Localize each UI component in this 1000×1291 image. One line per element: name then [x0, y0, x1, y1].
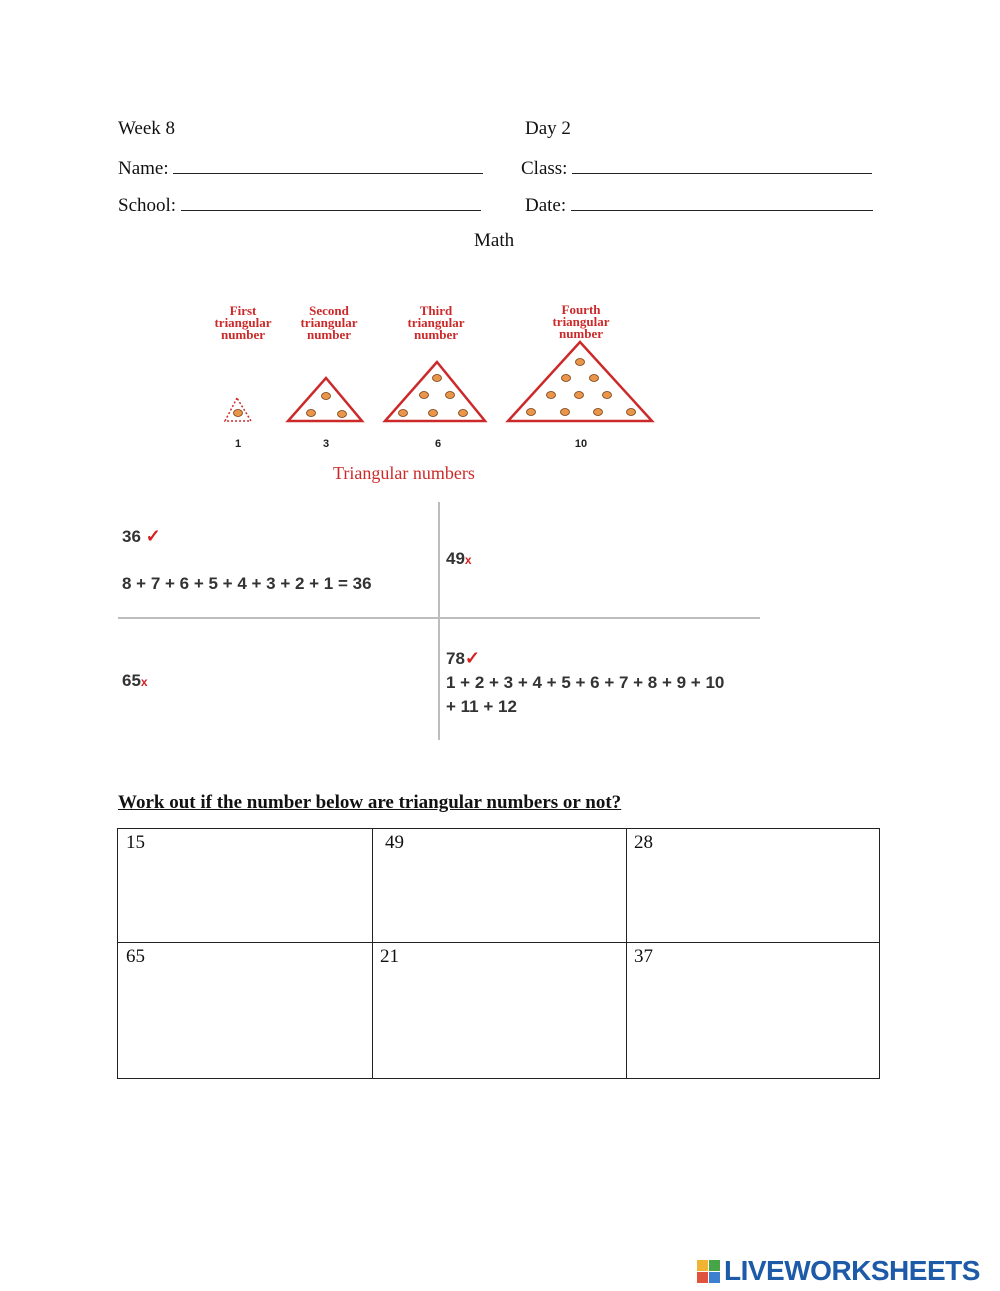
- answer-cell-37[interactable]: [626, 943, 879, 1078]
- example-78-number: 78: [446, 649, 465, 668]
- logo-mark-icon: [697, 1260, 720, 1283]
- cell-number: 21: [380, 946, 399, 967]
- date-field: [525, 192, 873, 217]
- name-label: Name:: [118, 158, 169, 179]
- day-label: Day 2: [525, 118, 571, 139]
- example-49-number: 49: [446, 549, 465, 568]
- class-blank[interactable]: [572, 155, 872, 174]
- triangle-1-value: 1: [234, 438, 242, 450]
- cross-icon: x: [464, 553, 472, 567]
- illustration-caption: Triangular numbers: [333, 463, 475, 483]
- triangle-2-value: 3: [322, 438, 330, 450]
- subject-title: Math: [474, 230, 515, 251]
- answer-grid: [117, 828, 880, 1079]
- school-field: [118, 192, 481, 217]
- cell-number: 28: [634, 832, 653, 853]
- triangle-1: [225, 398, 251, 421]
- check-icon: ✓: [145, 526, 161, 546]
- class-field: [521, 155, 872, 180]
- triangle-4: [508, 342, 652, 421]
- triangle-3: [385, 362, 485, 421]
- answer-cell-15[interactable]: [118, 829, 373, 943]
- answer-cell-21[interactable]: [372, 943, 627, 1078]
- example-36-number: 36: [122, 527, 141, 546]
- name-blank[interactable]: [173, 155, 483, 174]
- examples-horizontal-divider: [118, 617, 760, 619]
- week-label: Week 8: [118, 118, 176, 139]
- example-36: [122, 526, 161, 547]
- school-label: School:: [118, 195, 177, 216]
- example-65: [122, 671, 148, 691]
- examples-vertical-divider: [438, 502, 440, 740]
- triangles-figure: [200, 340, 670, 440]
- example-36-work: 8 + 7 + 6 + 5 + 4 + 3 + 2 + 1 = 36: [122, 574, 372, 593]
- class-label: Class:: [521, 158, 568, 179]
- triangle-4-value: 10: [574, 438, 588, 450]
- cell-number: 37: [634, 946, 653, 967]
- question-heading: Work out if the number below are triangular numbers or not?: [118, 792, 622, 813]
- school-blank[interactable]: [181, 192, 481, 211]
- example-78: [446, 648, 480, 669]
- date-label: Date:: [525, 195, 567, 216]
- check-icon: ✓: [464, 648, 481, 668]
- triangle-2: [288, 378, 362, 421]
- answer-cell-28[interactable]: [626, 829, 879, 943]
- cell-number: 65: [126, 946, 145, 967]
- answer-cell-49[interactable]: [372, 829, 627, 943]
- triangle-2-label: Second triangular number: [300, 303, 358, 342]
- cell-number: 49: [385, 832, 404, 853]
- example-78-work-line1: 1 + 2 + 3 + 4 + 5 + 6 + 7 + 8 + 9 + 10: [446, 673, 725, 692]
- example-78-work-line2: + 11 + 12: [446, 697, 517, 716]
- name-field: [118, 155, 483, 180]
- date-blank[interactable]: [571, 192, 873, 211]
- triangle-3-label: Third triangular number: [407, 303, 465, 342]
- triangle-1-label: First triangular number: [214, 303, 272, 342]
- liveworksheets-logo[interactable]: [697, 1257, 980, 1285]
- answer-cell-65[interactable]: [118, 943, 373, 1078]
- logo-text: LIVEWORKSHEETS: [724, 1255, 980, 1286]
- example-49: [446, 549, 472, 569]
- example-65-number: 65: [122, 671, 141, 690]
- cell-number: 15: [126, 832, 145, 853]
- cross-icon: x: [140, 675, 148, 689]
- triangle-3-value: 6: [434, 438, 442, 450]
- triangle-4-label: Fourth triangular number: [552, 302, 610, 341]
